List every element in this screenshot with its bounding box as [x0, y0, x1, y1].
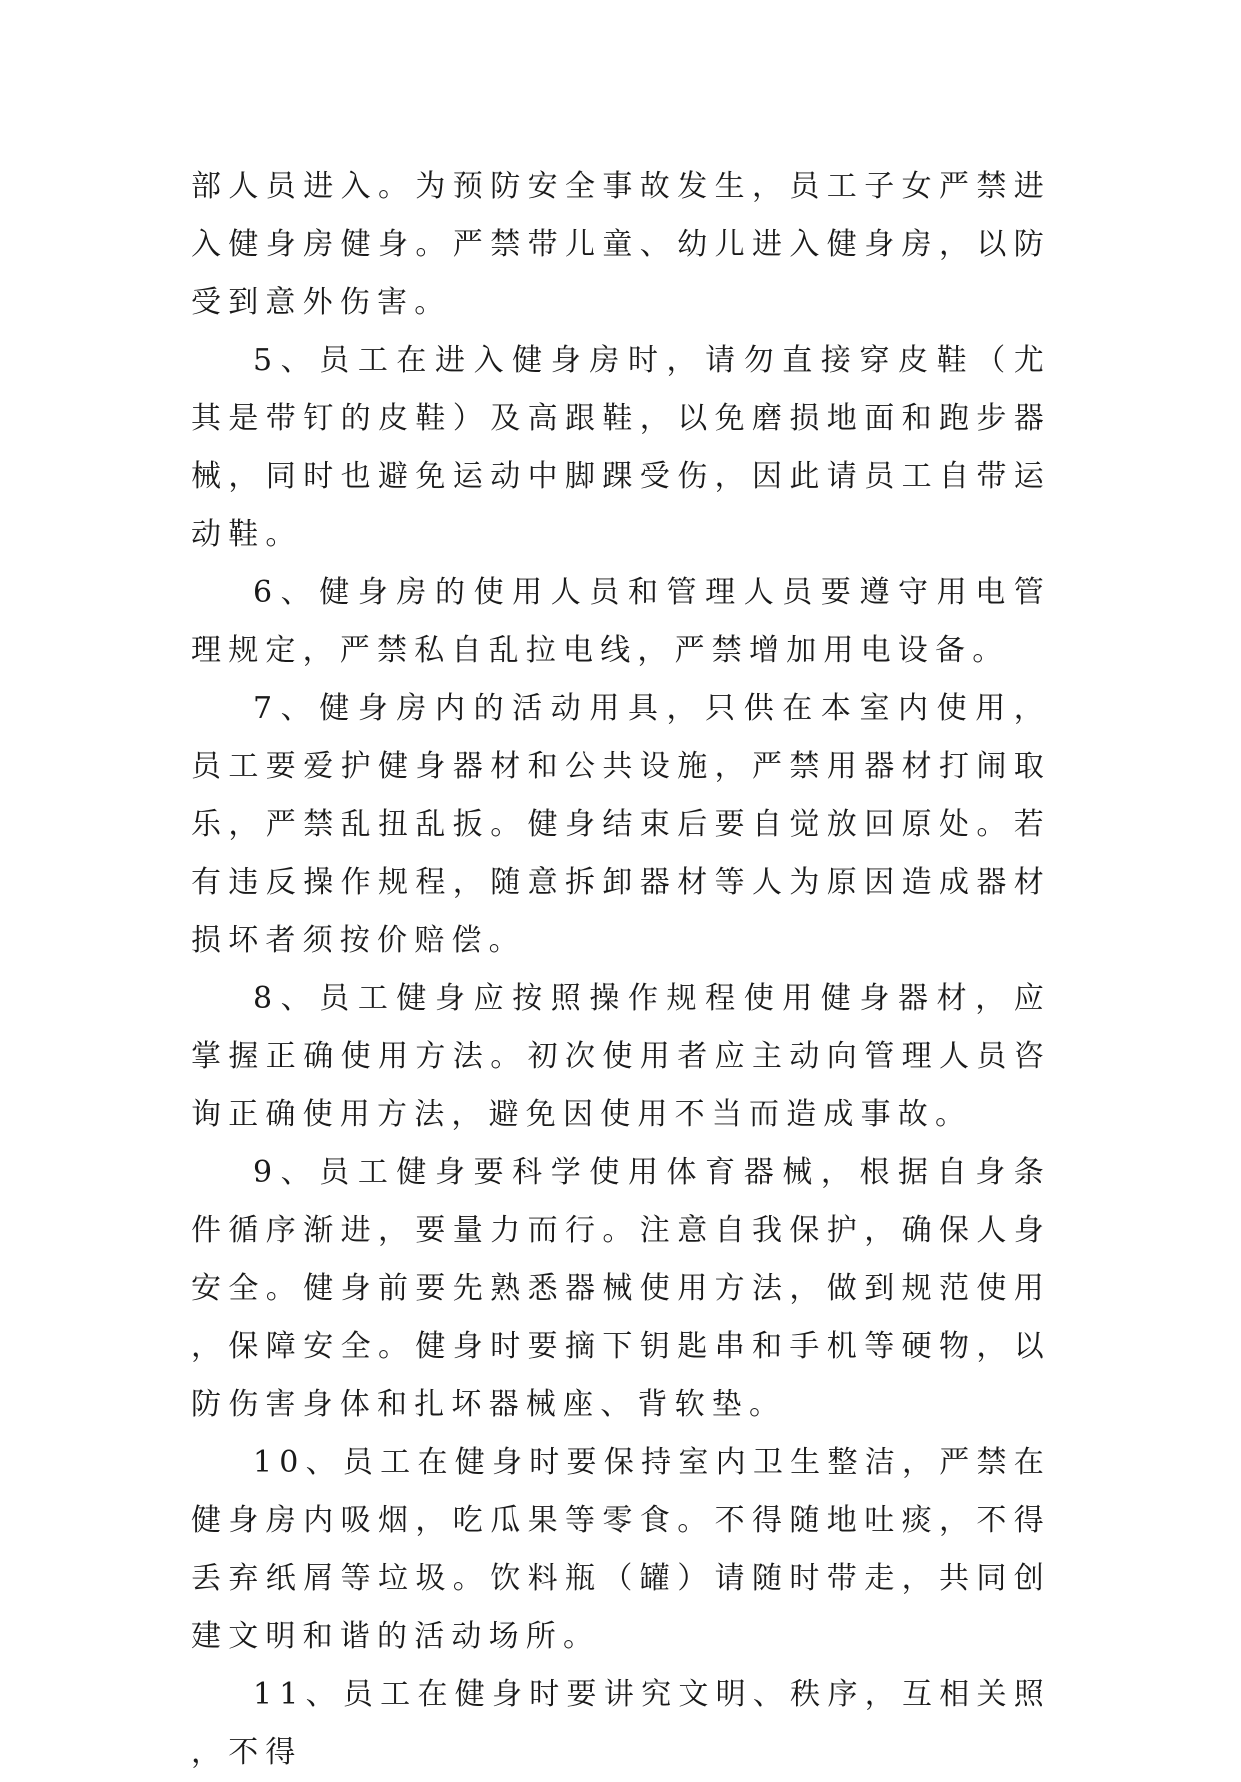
document-body	[191, 158, 1051, 1782]
paragraph-item-8: 8、员工健身应按照操作规程使用健身器材，应掌握正确使用方法。初次使用者应主动向管理人员咨询正确使用方法，避免因使用不当而造成事故。	[191, 981, 1051, 1132]
paragraph-item-6: 6、健身房的使用人员和管理人员要遵守用电管理规定，严禁私自乱拉电线，严禁增加用电设备。	[191, 575, 1051, 668]
paragraph-item-5: 5、员工在进入健身房时，请勿直接穿皮鞋（尤其是带钉的皮鞋）及高跟鞋，以免磨损地面和跑步器械，同时也避免运动中脚踝受伤，因此请员工自带运动鞋。	[191, 343, 1051, 552]
paragraph-continuation: 部人员进入。为预防安全事故发生，员工子女严禁进入健身房健身。严禁带儿童、幼儿进入健身房，以防受到意外伤害。	[191, 169, 1051, 320]
paragraph-item-11: 11、员工在健身时要讲究文明、秩序，互相关照，不得	[191, 1677, 1051, 1770]
paragraph-item-9: 9、员工健身要科学使用体育器械，根据自身条件循序渐进，要量力而行。注意自我保护，确保人身安全。健身前要先熟悉器械使用方法，做到规范使用，保障安全。健身时要摘下钥匙串和手机等硬物，以防伤害身体和扎坏器械座、背软垫。	[191, 1155, 1051, 1422]
paragraph-item-7: 7、健身房内的活动用具，只供在本室内使用，员工要爱护健身器材和公共设施，严禁用器材打闹取乐，严禁乱扭乱扳。健身结束后要自觉放回原处。若有违反操作规程，随意拆卸器材等人为原因造成器材损坏者须按价赔偿。	[191, 691, 1051, 958]
paragraph-item-10: 10、员工在健身时要保持室内卫生整洁，严禁在健身房内吸烟，吃瓜果等零食。不得随地吐痰，不得丢弃纸屑等垃圾。饮料瓶（罐）请随时带走，共同创建文明和谐的活动场所。	[191, 1445, 1051, 1654]
